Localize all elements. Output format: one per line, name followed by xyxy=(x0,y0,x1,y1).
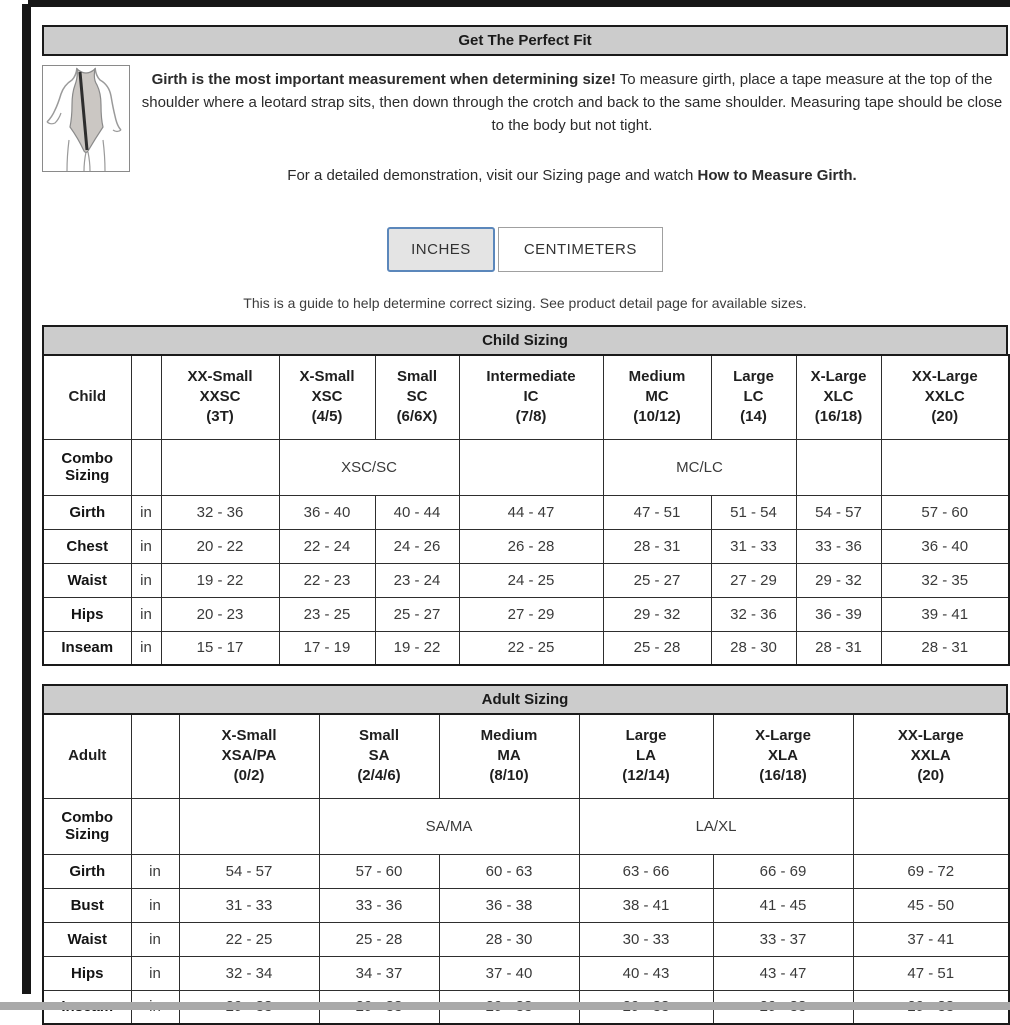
child-header-row xyxy=(43,355,1009,439)
child-value-cell: 36 - 39 xyxy=(796,597,881,631)
size-name: XX-Large xyxy=(911,368,978,386)
child-value-cell: 22 - 23 xyxy=(279,563,375,597)
size-numbers: (2/4/6) xyxy=(357,767,401,785)
adult-column-header xyxy=(579,714,713,798)
size-name: X-Small xyxy=(221,727,277,745)
adult-column-header xyxy=(179,714,319,798)
size-code: SC xyxy=(406,388,428,406)
child-measure-row xyxy=(43,563,1009,597)
child-value-cell: 27 - 29 xyxy=(459,597,603,631)
child-measure-row xyxy=(43,597,1009,631)
adult-unit-cell: in xyxy=(131,854,179,888)
child-group-label: Child xyxy=(43,355,131,439)
child-measure-label: Inseam xyxy=(43,631,131,665)
demo-line-bold: How to Measure Girth. xyxy=(697,167,857,184)
size-numbers: (14) xyxy=(740,408,767,426)
child-combo-label: Combo Sizing xyxy=(43,439,131,495)
child-column-header xyxy=(459,355,603,439)
girth-measurement-figure-icon xyxy=(42,65,130,172)
child-value-cell: 39 - 41 xyxy=(881,597,1009,631)
adult-value-cell: 22 - 25 xyxy=(179,922,319,956)
demo-line-text: For a detailed demonstration, visit our Sizing page and watch xyxy=(287,167,698,184)
child-unit-header xyxy=(131,355,161,439)
adult-sizing-caption: Adult Sizing xyxy=(42,684,1008,715)
adult-value-cell: 31 - 33 xyxy=(179,888,319,922)
child-value-cell: 31 - 33 xyxy=(711,529,796,563)
adult-value-cell: 34 - 37 xyxy=(319,956,439,990)
adult-measure-label: Girth xyxy=(43,854,131,888)
adult-column-header xyxy=(319,714,439,798)
size-code: LC xyxy=(743,388,764,406)
child-measure-row xyxy=(43,495,1009,529)
adult-combo-label: Combo Sizing xyxy=(43,798,131,854)
child-column-header xyxy=(603,355,711,439)
size-name: X-Small xyxy=(299,368,355,386)
adult-measure-row xyxy=(43,956,1009,990)
adult-measure-label: Waist xyxy=(43,922,131,956)
child-value-cell: 25 - 27 xyxy=(375,597,459,631)
child-value-cell: 32 - 36 xyxy=(161,495,279,529)
adult-unit-cell: in xyxy=(131,922,179,956)
child-value-cell: 36 - 40 xyxy=(279,495,375,529)
adult-combo-cell: LA/XL xyxy=(579,798,853,854)
size-code: XLA xyxy=(768,747,798,765)
adult-combo-unit xyxy=(131,798,179,854)
child-value-cell: 19 - 22 xyxy=(375,631,459,665)
size-numbers: (0/2) xyxy=(233,767,265,785)
adult-sizing-section xyxy=(42,684,1008,1025)
size-code: XSA/PA xyxy=(221,747,277,765)
child-value-cell: 20 - 23 xyxy=(161,597,279,631)
adult-value-cell: 45 - 50 xyxy=(853,888,1009,922)
size-numbers: (20) xyxy=(931,408,959,426)
adult-measure-row xyxy=(43,888,1009,922)
page-title: Get The Perfect Fit xyxy=(42,25,1008,56)
child-unit-cell: in xyxy=(131,597,161,631)
adult-unit-header xyxy=(131,714,179,798)
adult-column-header xyxy=(713,714,853,798)
child-value-cell: 25 - 28 xyxy=(603,631,711,665)
child-value-cell: 57 - 60 xyxy=(881,495,1009,529)
size-name: Large xyxy=(733,368,774,386)
adult-value-cell: 60 - 63 xyxy=(439,854,579,888)
girth-instruction-paragraph xyxy=(136,68,1008,137)
size-name: X-Large xyxy=(810,368,867,386)
child-value-cell: 27 - 29 xyxy=(711,563,796,597)
child-measure-row xyxy=(43,529,1009,563)
adult-value-cell: 69 - 72 xyxy=(853,854,1009,888)
child-combo-cell xyxy=(161,439,279,495)
sizing-guide-panel xyxy=(42,25,1008,1025)
adult-combo-cell: SA/MA xyxy=(319,798,579,854)
size-numbers: (6/6X) xyxy=(396,408,438,426)
adult-value-cell: 54 - 57 xyxy=(179,854,319,888)
child-value-cell: 36 - 40 xyxy=(881,529,1009,563)
adult-unit-cell: in xyxy=(131,956,179,990)
child-column-header xyxy=(796,355,881,439)
size-numbers: (4/5) xyxy=(311,408,343,426)
child-value-cell: 23 - 24 xyxy=(375,563,459,597)
child-value-cell: 22 - 24 xyxy=(279,529,375,563)
size-code: XLC xyxy=(823,388,854,406)
child-value-cell: 29 - 32 xyxy=(603,597,711,631)
child-value-cell: 17 - 19 xyxy=(279,631,375,665)
screenshot-bottom-edge xyxy=(0,1002,1010,1010)
adult-combo-cell xyxy=(179,798,319,854)
adult-value-cell: 66 - 69 xyxy=(713,854,853,888)
adult-header-row xyxy=(43,714,1009,798)
adult-measure-label: Bust xyxy=(43,888,131,922)
child-value-cell: 23 - 25 xyxy=(279,597,375,631)
child-combo-cell xyxy=(459,439,603,495)
child-value-cell: 47 - 51 xyxy=(603,495,711,529)
child-measure-row xyxy=(43,631,1009,665)
size-numbers: (20) xyxy=(917,767,945,785)
child-sizing-caption: Child Sizing xyxy=(42,325,1008,356)
size-numbers: (12/14) xyxy=(622,767,670,785)
child-value-cell: 32 - 36 xyxy=(711,597,796,631)
child-measure-label: Chest xyxy=(43,529,131,563)
child-value-cell: 29 - 32 xyxy=(796,563,881,597)
child-column-header xyxy=(375,355,459,439)
size-code: XXSC xyxy=(199,388,241,406)
size-code: IC xyxy=(523,388,539,406)
size-numbers: (16/18) xyxy=(759,767,807,785)
child-value-cell: 33 - 36 xyxy=(796,529,881,563)
child-combo-cell xyxy=(796,439,881,495)
size-name: Large xyxy=(625,727,667,745)
child-unit-cell: in xyxy=(131,631,161,665)
size-code: XSC xyxy=(311,388,343,406)
child-value-cell: 54 - 57 xyxy=(796,495,881,529)
adult-value-cell: 43 - 47 xyxy=(713,956,853,990)
child-unit-cell: in xyxy=(131,495,161,529)
adult-value-cell: 33 - 37 xyxy=(713,922,853,956)
adult-value-cell: 38 - 41 xyxy=(579,888,713,922)
child-value-cell: 51 - 54 xyxy=(711,495,796,529)
adult-column-header xyxy=(439,714,579,798)
size-name: X-Large xyxy=(755,727,811,745)
child-table xyxy=(42,354,1010,666)
adult-value-cell: 30 - 33 xyxy=(579,922,713,956)
size-numbers: (3T) xyxy=(206,408,234,426)
adult-measure-label: Hips xyxy=(43,956,131,990)
child-sizing-section xyxy=(42,325,1008,666)
child-value-cell: 24 - 25 xyxy=(459,563,603,597)
unit-toggle xyxy=(42,227,1008,272)
size-code: XXLA xyxy=(910,747,951,765)
child-value-cell: 24 - 26 xyxy=(375,529,459,563)
size-name: Medium xyxy=(480,727,538,745)
girth-instruction-lead: Girth is the most important measurement when determining size! xyxy=(151,71,616,88)
girth-instructions xyxy=(136,65,1008,187)
child-column-header xyxy=(279,355,375,439)
adult-value-cell: 36 - 38 xyxy=(439,888,579,922)
size-numbers: (10/12) xyxy=(633,408,681,426)
child-unit-cell: in xyxy=(131,529,161,563)
adult-value-cell: 28 - 30 xyxy=(439,922,579,956)
child-value-cell: 40 - 44 xyxy=(375,495,459,529)
adult-value-cell: 47 - 51 xyxy=(853,956,1009,990)
size-numbers: (16/18) xyxy=(814,408,863,426)
adult-value-cell: 41 - 45 xyxy=(713,888,853,922)
adult-group-label: Adult xyxy=(43,714,131,798)
child-combo-cell xyxy=(881,439,1009,495)
child-unit-cell: in xyxy=(131,563,161,597)
size-code: XXLC xyxy=(924,388,965,406)
child-column-header xyxy=(881,355,1009,439)
child-combo-cell: MC/LC xyxy=(603,439,796,495)
size-code: SA xyxy=(368,747,390,765)
screenshot-left-edge xyxy=(22,4,31,994)
adult-value-cell: 57 - 60 xyxy=(319,854,439,888)
child-column-header xyxy=(711,355,796,439)
size-code: LA xyxy=(636,747,656,765)
centimeters-button[interactable]: CENTIMETERS xyxy=(498,227,663,272)
child-combo-cell: XSC/SC xyxy=(279,439,459,495)
guide-note: This is a guide to help determine correct sizing. See product detail page for available sizes. xyxy=(243,295,807,311)
child-value-cell: 20 - 22 xyxy=(161,529,279,563)
adult-value-cell: 33 - 36 xyxy=(319,888,439,922)
adult-unit-cell: in xyxy=(131,888,179,922)
child-value-cell: 44 - 47 xyxy=(459,495,603,529)
size-name: Intermediate xyxy=(486,368,576,386)
child-value-cell: 19 - 22 xyxy=(161,563,279,597)
adult-measure-row xyxy=(43,922,1009,956)
child-value-cell: 28 - 31 xyxy=(881,631,1009,665)
child-value-cell: 28 - 31 xyxy=(603,529,711,563)
adult-combo-cell xyxy=(853,798,1009,854)
child-value-cell: 28 - 30 xyxy=(711,631,796,665)
child-value-cell: 25 - 27 xyxy=(603,563,711,597)
adult-value-cell: 40 - 43 xyxy=(579,956,713,990)
child-value-cell: 15 - 17 xyxy=(161,631,279,665)
size-name: Small xyxy=(358,727,400,745)
child-measure-label: Girth xyxy=(43,495,131,529)
child-value-cell: 22 - 25 xyxy=(459,631,603,665)
adult-measure-row xyxy=(43,854,1009,888)
child-combo-row xyxy=(43,439,1009,495)
size-name: XX-Small xyxy=(187,368,253,386)
child-value-cell: 26 - 28 xyxy=(459,529,603,563)
size-code: MA xyxy=(497,747,521,765)
size-numbers: (7/8) xyxy=(515,408,547,426)
child-value-cell: 28 - 31 xyxy=(796,631,881,665)
adult-value-cell: 37 - 41 xyxy=(853,922,1009,956)
size-name: XX-Large xyxy=(897,727,964,745)
adult-column-header xyxy=(853,714,1009,798)
size-numbers: (8/10) xyxy=(489,767,529,785)
inches-button[interactable]: INCHES xyxy=(387,227,495,272)
child-combo-unit xyxy=(131,439,161,495)
child-value-cell: 32 - 35 xyxy=(881,563,1009,597)
size-code: MC xyxy=(645,388,669,406)
size-name: Small xyxy=(396,368,438,386)
adult-table xyxy=(42,713,1010,1025)
intro-section xyxy=(42,65,1008,187)
screenshot-top-edge xyxy=(28,0,1010,7)
child-measure-label: Waist xyxy=(43,563,131,597)
child-column-header xyxy=(161,355,279,439)
child-measure-label: Hips xyxy=(43,597,131,631)
adult-value-cell: 63 - 66 xyxy=(579,854,713,888)
adult-value-cell: 25 - 28 xyxy=(319,922,439,956)
demo-line xyxy=(136,164,1008,187)
size-name: Medium xyxy=(628,368,686,386)
adult-value-cell: 32 - 34 xyxy=(179,956,319,990)
adult-combo-row xyxy=(43,798,1009,854)
adult-value-cell: 37 - 40 xyxy=(439,956,579,990)
girth-instruction-body: To measure girth, place a tape measure at the top of the shoulder where a leotard strap sits, then down through the crotch and back to the same shoulder. Measuring tape should be close to the body but not tight. xyxy=(141,71,1003,134)
